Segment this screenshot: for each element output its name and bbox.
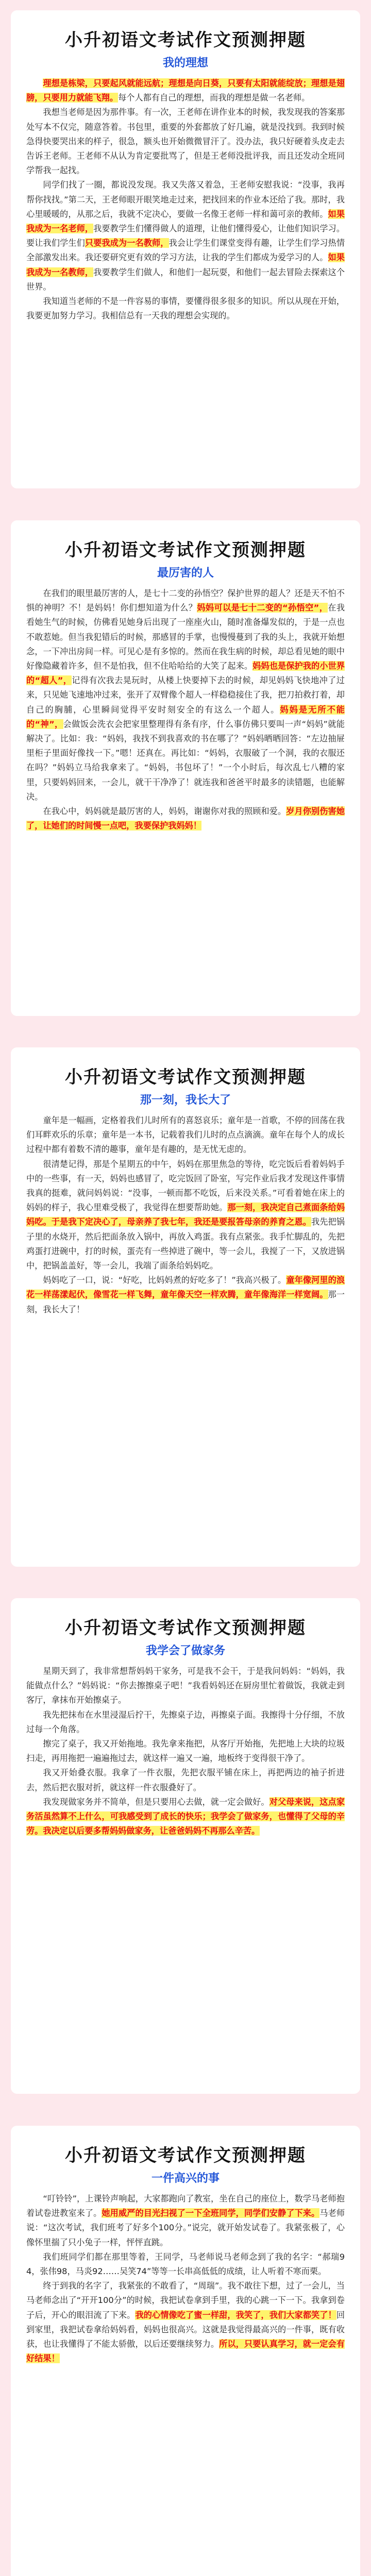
essay-paragraph bbox=[26, 2279, 345, 2366]
essay-card bbox=[11, 10, 360, 488]
essay-paragraph bbox=[26, 1157, 345, 1274]
paragraph-text: “叮铃铃”，上课铃声响起，大家都跑向了教室，坐在自己的座位上，数学马老师抱着试卷进教室来了。 bbox=[26, 2194, 345, 2218]
paragraph-text: 我们班同学们都在那里等着，王同学，马老师说马老师念到了我的名字：“郝瑞94，张伟98，马炎92……吴笑74”等等一长串高低低的成绩，让人听着不寒而栗。 bbox=[26, 2251, 345, 2277]
paragraph-text: 童年是一幅画，定格着我们儿时所有的喜怒哀乐；童年是一首歌，不停的回荡在我们耳畔欢乐的乐章；童年是一本书，记载着我们儿时的点点滴滴。童年在每个人的成长过程中都有着数不清的趣事，童年是有趣的，是无忧无虑的。 bbox=[26, 1115, 345, 1155]
paragraph-text: 擦完了桌子，我又开始拖地。我先拿来拖把，从客厅开始拖，先把地上大块的垃圾扫走，再用拖把一遍遍拖过去，就这样一遍又一遍，地板终于变得很干净了。 bbox=[26, 1739, 345, 1764]
essay-title: 那一刻，我长大了 bbox=[140, 1094, 231, 1107]
highlighted-sentence: 妈妈可以是七十二变的“孙悟空”， bbox=[197, 603, 328, 613]
highlighted-sentence: 所以，只要认真学习，就一定会有好结果！ bbox=[26, 2339, 345, 2364]
essay-paragraph bbox=[26, 2192, 345, 2250]
paragraph-text: 我想当老师是因为那件事。有一次，王老师在讲作业本的时候，我发现我的答案那处写本不仅完，随意答着。书包里，重要的外套都放了好几遍，就是没找到。我到时候急得快要哭出来的样子，很急，额头也开始微微冒汗了。没办法，我只好硬着头皮走去告诉王老师。王老师不从认为肯定要批骂了，但是王老师没批评我，而且还发动全班同学帮我一起找。 bbox=[26, 107, 345, 176]
highlighted-sentence: 如果我成为一名教师， bbox=[26, 252, 345, 277]
card-heading: 小升初语文考试作文预测押题 bbox=[65, 540, 306, 561]
paragraph-text: 我先把锅子里的水烧开，然后把面条放入锅中，再放入鸡蛋。我有点紧张。我手忙脚乱的，先把鸡蛋打进碗中，打的时候，蛋壳有一些掉进了碗中，等一会儿，我搅了一下，又放进锅中，把锅盖盖好，等一会儿，我端了面条给妈妈吃。 bbox=[26, 1217, 345, 1271]
essay-card bbox=[11, 520, 360, 1016]
paragraph-text: 每个人都有自己的理想，而我的理想是做一名老师。 bbox=[118, 93, 310, 103]
highlighted-sentence: 妈妈是无所不能的“神”， bbox=[26, 704, 345, 729]
essay-card bbox=[11, 2126, 360, 2576]
highlighted-sentence: 那一刻，我决定自己煮面条给妈妈吃。于是我下定决心了，母亲养了我七年，我还是要报答母亲的养育之恩。 bbox=[26, 1202, 345, 1227]
paragraph-text: 我先把抹布在水里浸湿后拧干，先擦桌子边，再擦桌子面。我擦得十分仔细，不放过每一个角落。 bbox=[26, 1709, 345, 1734]
paragraph-text: 妈妈吃了一口，说：“好吃，比妈妈煮的好吃多了！”我高兴极了。 bbox=[43, 1275, 286, 1285]
card-heading: 小升初语文考试作文预测押题 bbox=[65, 1067, 306, 1088]
essay-paragraph bbox=[26, 1273, 345, 1317]
highlighted-sentence: 对父母来说，这点家务活虽然算不上什么，可我感受到了成长的快乐；我学会了做家务，也懂得了父母的辛劳。我决定以后要多帮妈妈做家务，让爸爸妈妈不再那么辛苦。 bbox=[26, 1797, 345, 1836]
card-heading: 小升初语文考试作文预测押题 bbox=[65, 1618, 306, 1638]
paragraph-text: 我要教学生们做人，和他们一起玩耍，和他们一起去冒险去探索这个世界。 bbox=[26, 267, 345, 292]
essay-title: 最厉害的人 bbox=[157, 567, 214, 580]
essay-paragraph bbox=[26, 1795, 345, 1839]
essay-paragraph bbox=[26, 586, 345, 804]
essay-title: 一件高兴的事 bbox=[151, 2172, 220, 2185]
paragraph-text: 在我看她生气的时候，仿佛看见她身后出现了一座座火山，随时准备爆发似的，于是一点也不敢惹她。但当我犯错后的时候，那感冒的手掌，也慢慢蔓到了我的头上，我就开始想念，一下冲出房间一样。可见心是有多惊的。然而在我生病的时候，却总看见她的眼中好像隐藏着许多，但不是怕我，但不住哈哈给的大笑了起来。 bbox=[26, 603, 345, 671]
highlighted-sentence: 妈妈也是保护我的小世界的“超人”， bbox=[26, 661, 345, 686]
highlighted-sentence: 童年像河里的浪花一样荡漾起伏，像雪花一样飞舞，童年像天空一样欢腾，童年像海洋一样宽阔。 bbox=[26, 1275, 345, 1300]
essay-card bbox=[11, 1598, 360, 2094]
card-heading: 小升初语文考试作文预测押题 bbox=[65, 2145, 306, 2166]
paragraph-text: 记得有次我去晃玩时，从楼上快要掉下去的时候，却见妈妈飞快地冲了过来，只见她飞速地冲过来，张开了双臂像个超人一样稳稳接住了我，把刀拍救打着，却自己的胸脯，心里瞬间觉得平安时刻安全的有这么一个超人。 bbox=[26, 675, 345, 715]
paragraph-text: 我会让学生们课堂变得有趣，让学生们学习热情全部激发出来。我还要研究更有效的学习方法，让我的学生们都成为爱学习的人。 bbox=[26, 238, 345, 263]
paragraph-text: 回到家里，我把试卷拿给妈妈看，妈妈也很高兴。这就是我觉得最高兴的一件事，既有收获，也让我懂得了不能太骄傲，以后还要继续努力。 bbox=[26, 2310, 345, 2349]
essay-paragraph bbox=[26, 178, 345, 294]
highlighted-sentence: 岁月你别伤害她了，让她们的时间慢一点吧，我要保护我妈妈！ bbox=[26, 806, 345, 831]
highlighted-sentence: 我的心情像吃了蜜一样甜，我笑了，我们大家都笑了！ bbox=[135, 2310, 336, 2320]
paragraph-text: 在我心中，妈妈就是最厉害的人，妈妈，谢谢你对我的照顾和爱。 bbox=[43, 806, 286, 817]
highlighted-sentence: 她用威严的目光扫视了一下全班同学，同学们安静了下来。 bbox=[102, 2208, 320, 2218]
essay-paragraph bbox=[26, 105, 345, 178]
paragraph-text: 终于到我的名字了，我紧张的不敢看了，“周瑞”。我不敢往下想，过了一会儿，当马老师念出了“开开100分”的时候，我把试卷拿到手里，我的心跳一下一下。我拿到卷子后，开心的眼泪流了下来。 bbox=[26, 2281, 345, 2320]
highlighted-sentence: 理想是栋梁，只要起风就能远航；理想是向日葵，只要有太阳就能绽放；理想是翅膀，只要用力就能飞翔。 bbox=[26, 78, 345, 103]
essay-paragraph bbox=[26, 2250, 345, 2279]
essay-paragraph bbox=[26, 1737, 345, 1766]
card-heading: 小升初语文考试作文预测押题 bbox=[65, 30, 306, 50]
essay-paragraph bbox=[26, 1664, 345, 1708]
paragraph-text: 那一刻，我长大了！ bbox=[26, 1290, 345, 1314]
highlighted-sentence: 只要我成为一名教师， bbox=[85, 238, 169, 248]
paragraph-text: 很清楚记得，那是个星期五的中午，妈妈在那里焦急的等待，吃完饭后看着妈妈手中的一些事，有一天，妈妈也感冒了，吃完饭回了卧室，写完作业后我才发现这件事情我真的挺难，就问妈妈说：“没事，一顿而都不吃饭，后来没关系。”可看着她在床上的妈妈的样子，我心里难受极了，我觉得在想要帮助她。 bbox=[26, 1159, 345, 1213]
essay-paragraph bbox=[26, 1766, 345, 1794]
paragraph-text: 星期天到了，我非常想帮妈妈干家务，可是我不会干，于是我问妈妈：“妈妈，我能做点什么？”妈妈说：“你去擦擦桌子吧！”我看妈妈还在厨房里忙着做饭，我就走到客厅，拿抹布开始擦桌子。 bbox=[26, 1666, 345, 1705]
paragraph-text: 我知道当老师的不是一件容易的事情，要懂得很多很多的知识。所以从现在开始，我要更加努力学习。我相信总有一天我的理想会实现的。 bbox=[26, 296, 345, 321]
paragraph-text: 同学们找了一圈，都说没发现。我又失落又着急，王老师安慰我说：“没事，我再帮你找找。”第二天，王老师眼开眼笑地走过来，把找回来的作业本还给了我。那时，我心里暖暖的，从那之后，我就不定决心，要做一名像王老师一样和蔼可亲的教师。 bbox=[26, 180, 345, 219]
essay-paragraph bbox=[26, 294, 345, 323]
paragraph-text: 我要教学生们懂得做人的道理，让他们懂得爱心，让他们知识学习。要让我们学生们 bbox=[26, 224, 345, 248]
essay-paragraph bbox=[26, 804, 345, 833]
essay-paragraph bbox=[26, 1708, 345, 1737]
essay-paragraph bbox=[26, 1113, 345, 1157]
highlighted-sentence: 如果我成为一名老师， bbox=[26, 209, 345, 234]
essay-card bbox=[11, 1047, 360, 1567]
paragraph-text: 我发现做家务并不简单，但是只要用心去做，就一定会做好。 bbox=[43, 1797, 269, 1807]
paragraph-text: 马老师说：“这次考试，我们班考了好多个100分。”说完，就开始发试卷了。我紧张极了，心像怀里揣了只小兔子一样，怦怦直跳。 bbox=[26, 2208, 345, 2247]
paragraph-text: 在我们的眼里最厉害的人，是七十二变的孙悟空？保护世界的超人？还是天不怕不惧的神明？不！是妈妈！你们想知道为什么？ bbox=[26, 588, 345, 613]
paragraph-text: 会做饭会洗衣会把家里整理得有条有序，什么事仿佛只要叫一声“妈妈”就能解决了。比如：我：“妈妈，我找不到我喜欢的书在哪了？”妈妈晒晒回答：“左边抽屉里柜子里面好像找一下。”嗯！还真在。再比如：“妈妈，衣服破了一个洞，我的衣服还在吗？”妈妈立马给我拿来了。“妈妈，书包坏了！”一个小时后，每次乱七八糟的家里，只要妈妈回来，一会儿，就干干净净了！就连我和爸爸平时最多的读错题，也能解决。 bbox=[26, 719, 345, 802]
paragraph-text: 我又开始叠衣服。我拿了一件衣服，先把衣服平铺在床上，再把两边的袖子折进去，然后把衣服对折，就这样一件衣服叠好了。 bbox=[26, 1768, 345, 1792]
essay-title: 我学会了做家务 bbox=[145, 1645, 225, 1657]
essay-title: 我的理想 bbox=[162, 57, 208, 70]
essay-paragraph bbox=[26, 76, 345, 105]
